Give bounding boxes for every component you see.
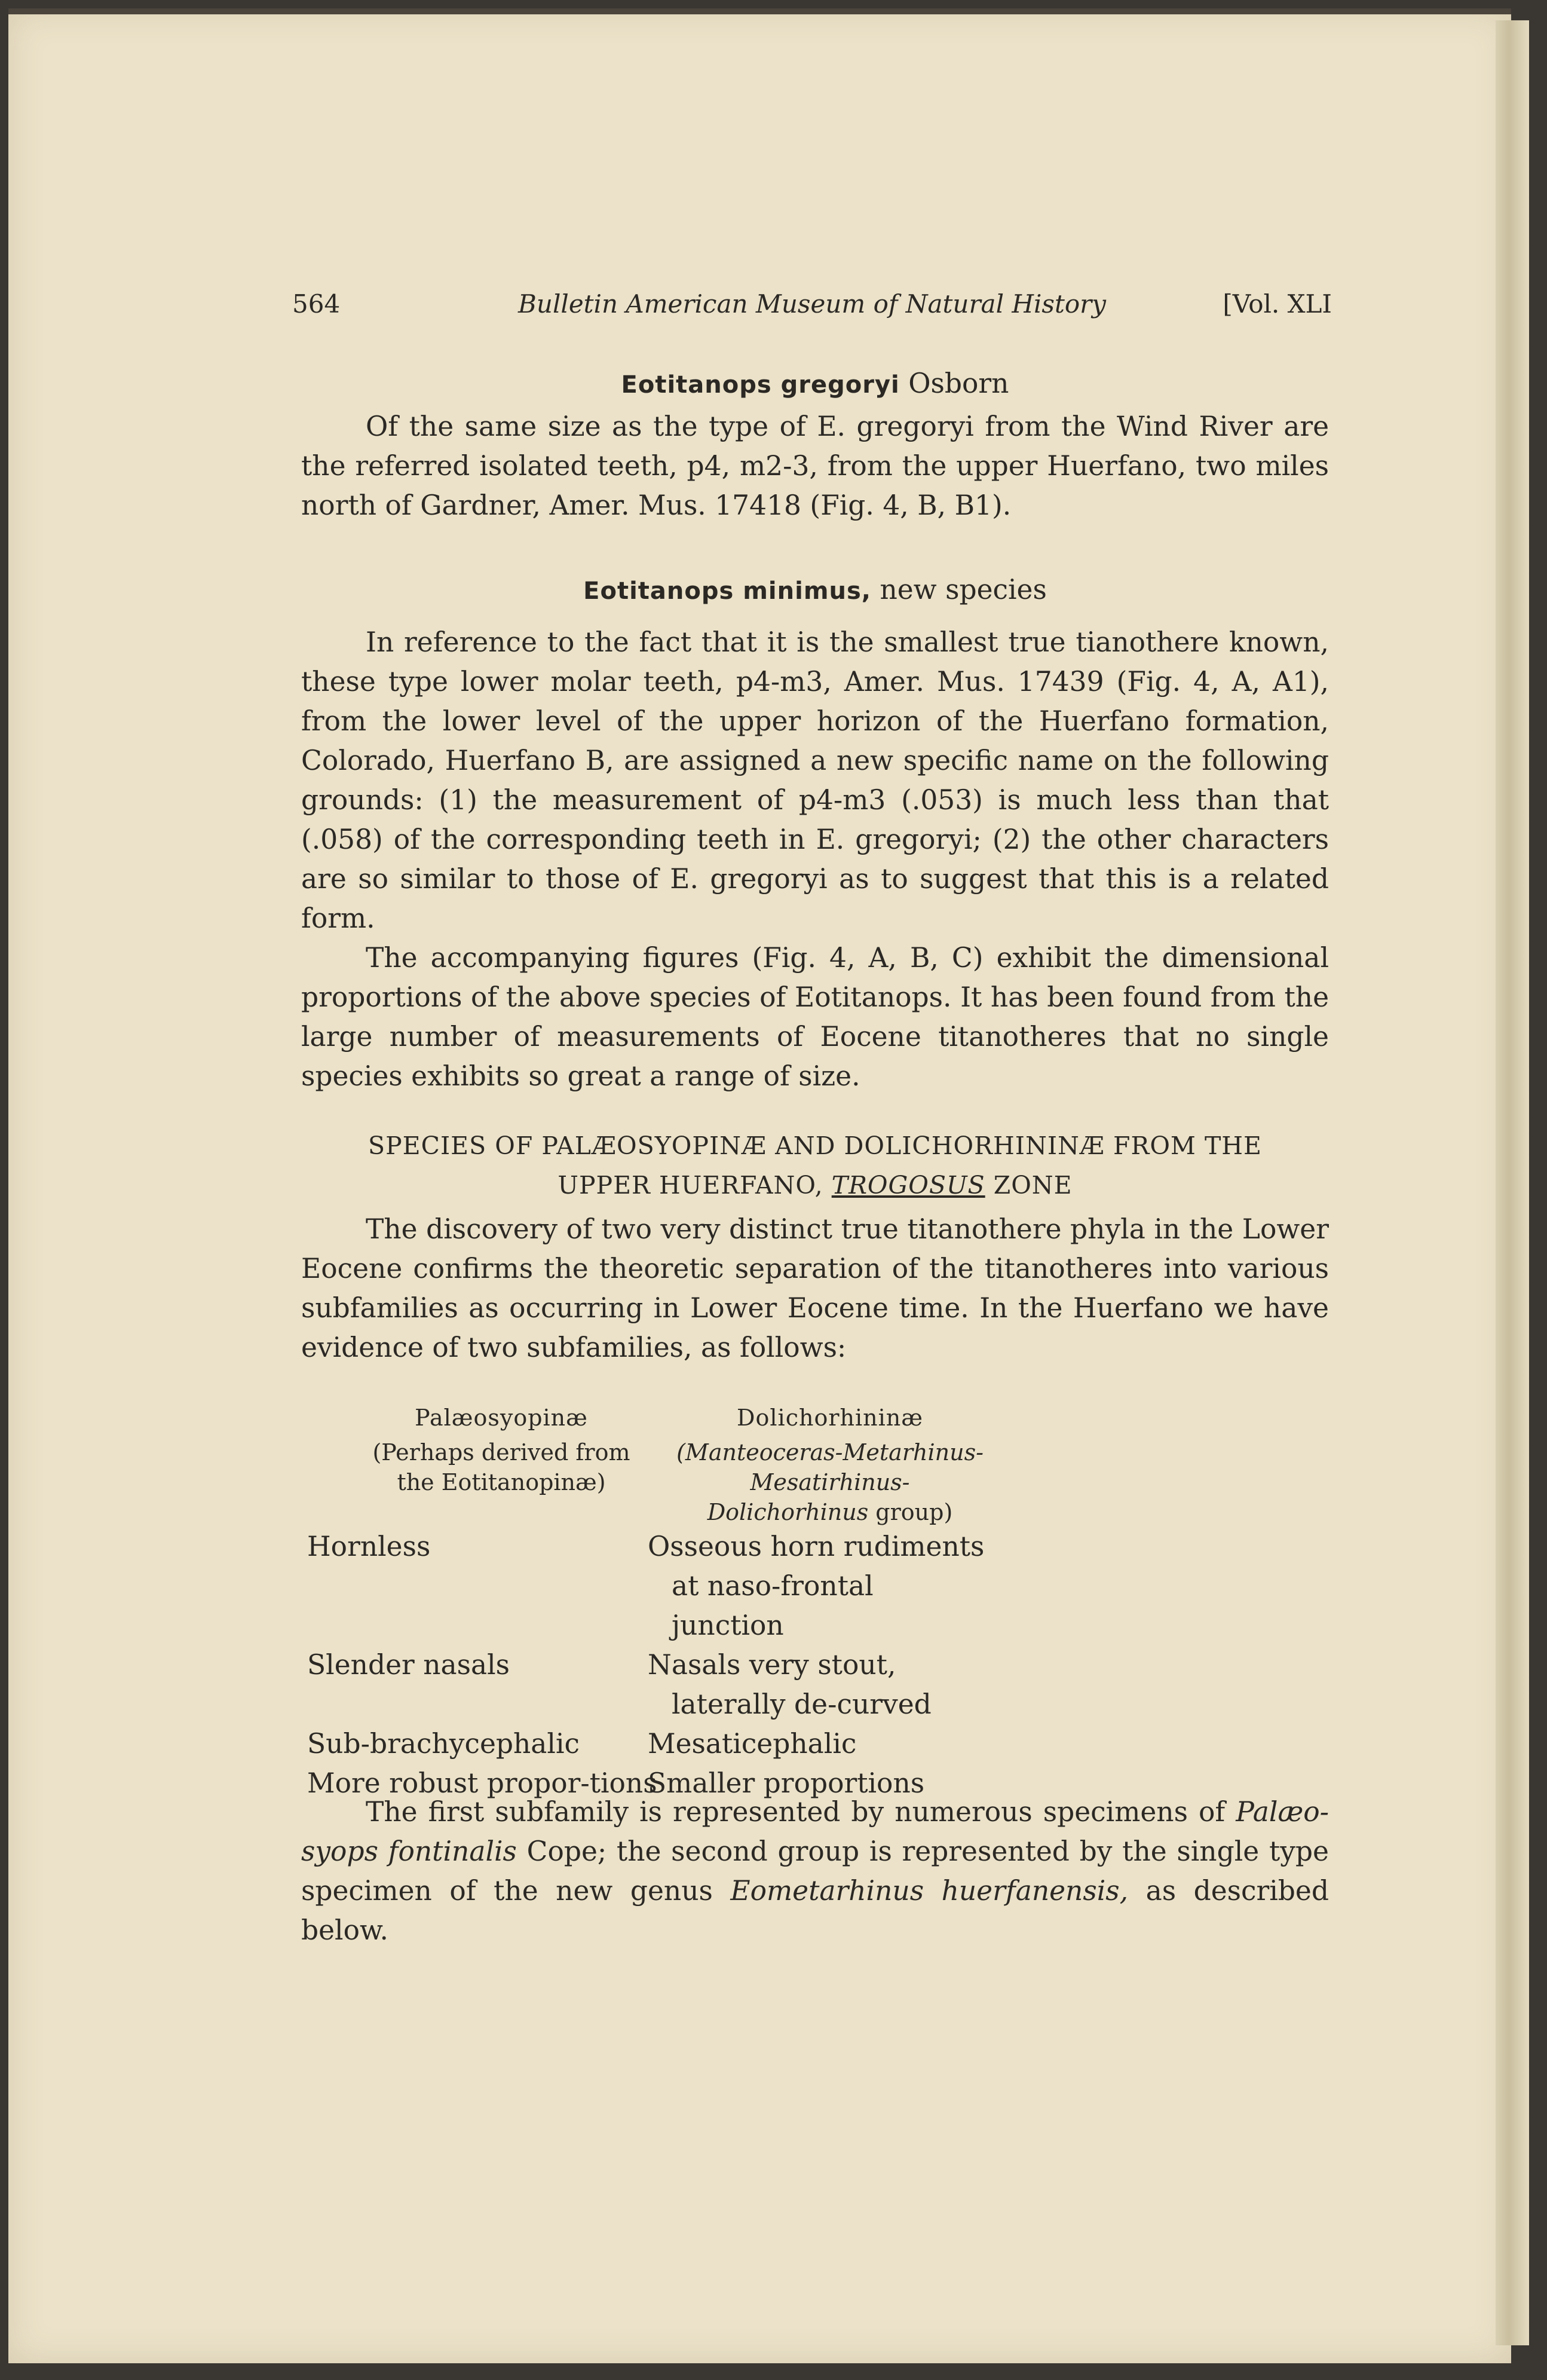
section-eotitanops-gregoryi [301, 364, 1329, 525]
column-header [672, 1398, 988, 1527]
table-cell: Osseous horn rudiments at naso-frontal junction [648, 1531, 985, 1641]
column-subtitle: (Manteoceras-Metarhinus-Mesatirhinus- [676, 1439, 984, 1495]
species-note: new species [880, 574, 1047, 605]
column-title: Dolichorhininæ [737, 1405, 923, 1431]
running-title: Bulletin American Museum of Natural History [518, 289, 1106, 319]
text-run: as described below. [301, 1875, 1329, 1946]
paragraph [301, 1792, 1329, 1950]
table-header-row [331, 1398, 988, 1527]
column-title: Palæosyopinæ [415, 1405, 588, 1431]
book-page [8, 8, 1511, 2363]
section-title-part: ZONE [993, 1171, 1073, 1200]
species-name: Eotitanops minimus, [583, 577, 871, 605]
text-run: Cope; the second group is represented by the single type specimen of the new genus [301, 1836, 1329, 1907]
species-heading [301, 364, 1329, 405]
species-heading [301, 570, 1329, 611]
column-subtitle: the Eotitanopinæ) [397, 1469, 606, 1495]
section-palaeosyopinae-dolichorhininae [301, 1126, 1329, 1368]
table-row [331, 1527, 988, 1645]
comparison-table [307, 1398, 988, 1803]
group-label: group) [868, 1499, 953, 1525]
table-cell: Hornless [307, 1531, 431, 1562]
species-author: Osborn [908, 368, 1009, 399]
section-title-part: UPPER HUERFANO, [557, 1171, 823, 1200]
table-row [331, 1724, 988, 1764]
taxon-name: Eometarhinus huerfanensis, [730, 1875, 1129, 1907]
column-header [331, 1398, 672, 1527]
table-cell: Sub-brachycephalic [307, 1728, 580, 1760]
paragraph: The discovery of two very distinct true titanothere phyla in the Lower Eocene confirms the theoretic separation of the titanotheres into various subfamilies as occurring in Lower Eocene time. In the Huerfano we have evidence of two subfamilies, as follows: [301, 1213, 1329, 1363]
table-cell: Mesaticephalic [648, 1728, 857, 1760]
table-cell: Slender nasals [307, 1649, 510, 1681]
table-cell: More robust propor-tions [307, 1767, 657, 1799]
section-closing [301, 1792, 1329, 1950]
paragraph: The accompanying figures (Fig. 4, A, B, C) exhibit the dimensional proportions of the above species of Eotitanops. It has been found from the large number of measurements of Eocene titanotheres that no single species exhibits so great a range of size. [301, 942, 1329, 1092]
group-name: Dolichorhinus [707, 1499, 869, 1525]
species-name: Eotitanops gregoryi [621, 371, 900, 399]
table-cell: Nasals very stout, laterally de-curved [648, 1649, 932, 1720]
table-row [331, 1645, 988, 1724]
paragraph: In reference to the fact that it is the smallest true tianothere known, these type lower molar teeth, p4-m3, Amer. Mus. 17439 (Fig. 4, A, A1), from the lower level of the upper horizon of the Huerfano formation, Colorado, Huerfano B, are assigned a new specific name on the following grounds: (1) the measurement of p4-m3 (.053) is much less than that (.058) of the corresponding teeth in E. gregoryi; (2) the other characters are so similar to those of E. gregoryi as to suggest that this is a related form. [301, 626, 1329, 934]
section-title-line: SPECIES OF PALÆOSYOPINÆ AND DOLICHORHININÆ FROM THE [368, 1131, 1262, 1160]
running-header [292, 289, 1332, 325]
text-run: The first subfamily is represented by numerous specimens of [366, 1796, 1236, 1828]
table-cell: Smaller proportions [648, 1767, 925, 1799]
column-subtitle: (Perhaps derived from [372, 1439, 630, 1466]
section-title-zone: TROGOSUS [831, 1171, 985, 1200]
taxon-name: Palæo-syops fontinalis [301, 1796, 1329, 1867]
section-title-line [301, 1165, 1329, 1205]
page-number: 564 [292, 289, 341, 319]
column-subtitle [672, 1497, 988, 1527]
paragraph: Of the same size as the type of E. gregoryi from the Wind River are the referred isolated teeth, p4, m2-3, from the upper Huerfano, two miles north of Gardner, Amer. Mus. 17418 (Fig. 4, B, B1). [301, 411, 1329, 521]
section-eotitanops-minimus [301, 570, 1329, 1096]
volume-label: [Vol. XLI [1223, 289, 1332, 319]
